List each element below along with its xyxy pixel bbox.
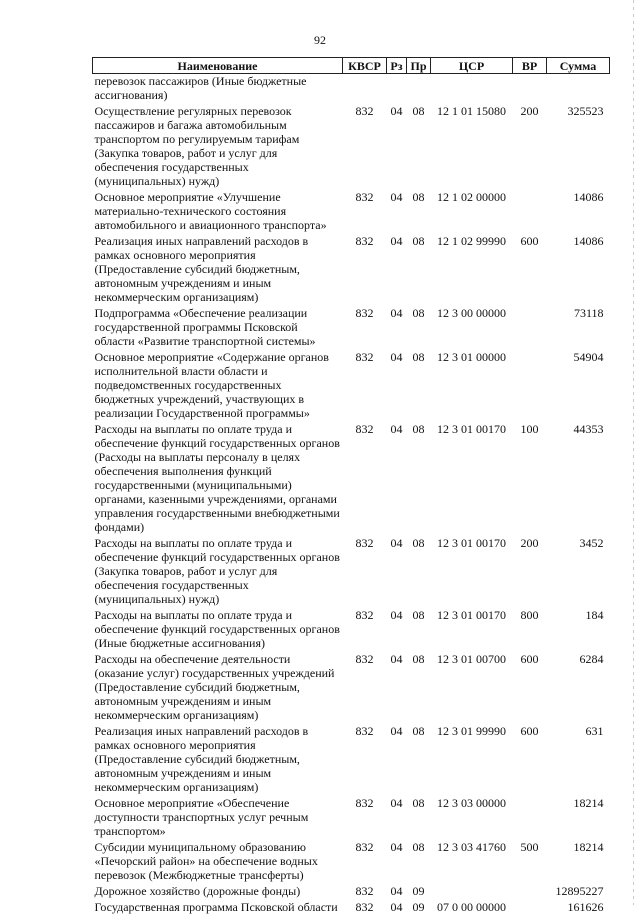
table-row	[93, 74, 610, 103]
cell-pr: 09	[407, 898, 431, 914]
cell-csr: 12 3 01 99990	[431, 722, 513, 794]
table-row	[93, 420, 610, 534]
cell-name: Расходы на обеспечение деятельности (оказание услуг) государственных учреждений (Предоставление субсидий бюджетным, автономным учреждениям и иным некоммерческим организациям)	[93, 650, 343, 722]
header-pr: Пр	[407, 58, 431, 74]
cell-rz: 04	[387, 102, 407, 188]
cell-name: Подпрограмма «Обеспечение реализации государственной программы Псковской области «Развитие транспортной системы»	[93, 304, 343, 348]
cell-pr: 09	[407, 882, 431, 898]
table-row	[93, 606, 610, 650]
cell-csr: 12 1 01 15080	[431, 102, 513, 188]
cell-name: Основное мероприятие «Улучшение материально-технического состояния автомобильного и авиационного транспорта»	[93, 188, 343, 232]
cell-name: Основное мероприятие «Обеспечение доступности транспортных услуг речным транспортом»	[93, 794, 343, 838]
cell-rz: 04	[387, 650, 407, 722]
cell-pr: 08	[407, 650, 431, 722]
cell-sum: 184	[547, 606, 610, 650]
cell-pr: 08	[407, 102, 431, 188]
cell-sum: 325523	[547, 102, 610, 188]
cell-csr: 12 3 01 00170	[431, 606, 513, 650]
cell-rz: 04	[387, 606, 407, 650]
cell-vr	[513, 882, 547, 898]
cell-rz: 04	[387, 722, 407, 794]
cell-pr: 08	[407, 188, 431, 232]
header-kvsr: КВСР	[343, 58, 387, 74]
cell-pr: 08	[407, 606, 431, 650]
cell-vr	[513, 348, 547, 420]
cell-kvsr: 832	[343, 188, 387, 232]
cell-csr	[431, 882, 513, 898]
cell-name: Субсидии муниципальному образованию «Печорский район» на обеспечение водных перевозок (Межбюджетные трансферты)	[93, 838, 343, 882]
page-number: 92	[0, 33, 640, 48]
cell-rz: 04	[387, 882, 407, 898]
cell-kvsr: 832	[343, 838, 387, 882]
header-rz: Рз	[387, 58, 407, 74]
cell-vr: 500	[513, 838, 547, 882]
cell-pr: 08	[407, 534, 431, 606]
cell-csr: 12 1 02 00000	[431, 188, 513, 232]
cell-kvsr: 832	[343, 898, 387, 914]
cell-vr	[513, 304, 547, 348]
cell-name: Дорожное хозяйство (дорожные фонды)	[93, 882, 343, 898]
cell-vr: 600	[513, 722, 547, 794]
cell-vr	[513, 794, 547, 838]
cell-rz	[387, 74, 407, 103]
cell-vr: 600	[513, 232, 547, 304]
table-row	[93, 722, 610, 794]
cell-name: Реализация иных направлений расходов в рамках основного мероприятия (Предоставление субсидий бюджетным, автономным учреждениям и иным некоммерческим организациям)	[93, 722, 343, 794]
cell-name: Государственная программа Псковской области	[93, 898, 343, 914]
cell-csr: 12 3 03 00000	[431, 794, 513, 838]
cell-sum: 18214	[547, 794, 610, 838]
cell-vr: 200	[513, 534, 547, 606]
cell-csr: 12 1 02 99990	[431, 232, 513, 304]
cell-pr: 08	[407, 794, 431, 838]
table-row	[93, 232, 610, 304]
cell-pr	[407, 74, 431, 103]
cell-csr: 12 3 01 00170	[431, 420, 513, 534]
cell-sum: 14086	[547, 188, 610, 232]
header-csr: ЦСР	[431, 58, 513, 74]
cell-csr	[431, 74, 513, 103]
cell-rz: 04	[387, 232, 407, 304]
scan-edge-line	[633, 0, 634, 905]
cell-sum: 3452	[547, 534, 610, 606]
table-header-row	[93, 58, 610, 74]
table-row	[93, 102, 610, 188]
cell-rz: 04	[387, 838, 407, 882]
cell-name: Основное мероприятие «Содержание органов исполнительной власти области и подведомственных государственных бюджетных учреждений, участвующих в реализации Государственной программы»	[93, 348, 343, 420]
cell-csr: 12 3 01 00170	[431, 534, 513, 606]
cell-sum: 44353	[547, 420, 610, 534]
cell-kvsr: 832	[343, 102, 387, 188]
cell-sum: 18214	[547, 838, 610, 882]
cell-name: перевозок пассажиров (Иные бюджетные ассигнования)	[93, 74, 343, 103]
cell-rz: 04	[387, 188, 407, 232]
cell-csr: 12 3 01 00000	[431, 348, 513, 420]
cell-kvsr: 832	[343, 606, 387, 650]
cell-pr: 08	[407, 232, 431, 304]
cell-vr: 600	[513, 650, 547, 722]
cell-name: Расходы на выплаты по оплате труда и обеспечение функций государственных органов (Закупка товаров, работ и услуг для обеспечения государственных (муниципальных) нужд)	[93, 534, 343, 606]
cell-vr: 800	[513, 606, 547, 650]
cell-name: Реализация иных направлений расходов в рамках основного мероприятия (Предоставление субсидий бюджетным, автономным учреждениям и иным некоммерческим организациям)	[93, 232, 343, 304]
cell-rz: 04	[387, 794, 407, 838]
table-row	[93, 304, 610, 348]
cell-rz: 04	[387, 534, 407, 606]
table-row	[93, 188, 610, 232]
header-name: Наименование	[93, 58, 343, 74]
table-row	[93, 534, 610, 606]
table-row	[93, 838, 610, 882]
cell-rz: 04	[387, 898, 407, 914]
table-row	[93, 882, 610, 898]
cell-pr: 08	[407, 722, 431, 794]
cell-sum	[547, 74, 610, 103]
table-body	[93, 74, 610, 914]
cell-kvsr: 832	[343, 882, 387, 898]
cell-sum: 6284	[547, 650, 610, 722]
cell-name: Расходы на выплаты по оплате труда и обеспечение функций государственных органов (Иные бюджетные ассигнования)	[93, 606, 343, 650]
budget-table	[92, 57, 610, 914]
cell-pr: 08	[407, 304, 431, 348]
header-sum: Сумма	[547, 58, 610, 74]
table-row	[93, 650, 610, 722]
cell-kvsr: 832	[343, 232, 387, 304]
cell-kvsr: 832	[343, 420, 387, 534]
cell-pr: 08	[407, 420, 431, 534]
cell-rz: 04	[387, 304, 407, 348]
cell-csr: 07 0 00 00000	[431, 898, 513, 914]
cell-csr: 12 3 00 00000	[431, 304, 513, 348]
cell-vr: 200	[513, 102, 547, 188]
cell-kvsr: 832	[343, 534, 387, 606]
cell-vr	[513, 188, 547, 232]
table-row	[93, 898, 610, 914]
cell-kvsr: 832	[343, 304, 387, 348]
cell-kvsr	[343, 74, 387, 103]
cell-vr	[513, 898, 547, 914]
cell-sum: 631	[547, 722, 610, 794]
cell-sum: 54904	[547, 348, 610, 420]
table-row	[93, 348, 610, 420]
cell-pr: 08	[407, 348, 431, 420]
cell-name: Расходы на выплаты по оплате труда и обеспечение функций государственных органов (Расходы на выплаты персоналу в целях обеспечения выполнения функций государственными (муниципальными) органами, казенными учреждениями, органами управления государственными внебюджетными фондами)	[93, 420, 343, 534]
cell-csr: 12 3 03 41760	[431, 838, 513, 882]
cell-sum: 161626	[547, 898, 610, 914]
cell-csr: 12 3 01 00700	[431, 650, 513, 722]
cell-kvsr: 832	[343, 722, 387, 794]
header-vr: ВР	[513, 58, 547, 74]
cell-sum: 14086	[547, 232, 610, 304]
cell-vr: 100	[513, 420, 547, 534]
cell-pr: 08	[407, 838, 431, 882]
cell-rz: 04	[387, 348, 407, 420]
cell-rz: 04	[387, 420, 407, 534]
cell-vr	[513, 74, 547, 103]
cell-kvsr: 832	[343, 348, 387, 420]
cell-kvsr: 832	[343, 650, 387, 722]
table-row	[93, 794, 610, 838]
cell-kvsr: 832	[343, 794, 387, 838]
cell-sum: 73118	[547, 304, 610, 348]
cell-sum: 12895227	[547, 882, 610, 898]
cell-name: Осуществление регулярных перевозок пассажиров и багажа автомобильным транспортом по регулируемым тарифам (Закупка товаров, работ и услуг для обеспечения государственных (муниципальных) нужд)	[93, 102, 343, 188]
